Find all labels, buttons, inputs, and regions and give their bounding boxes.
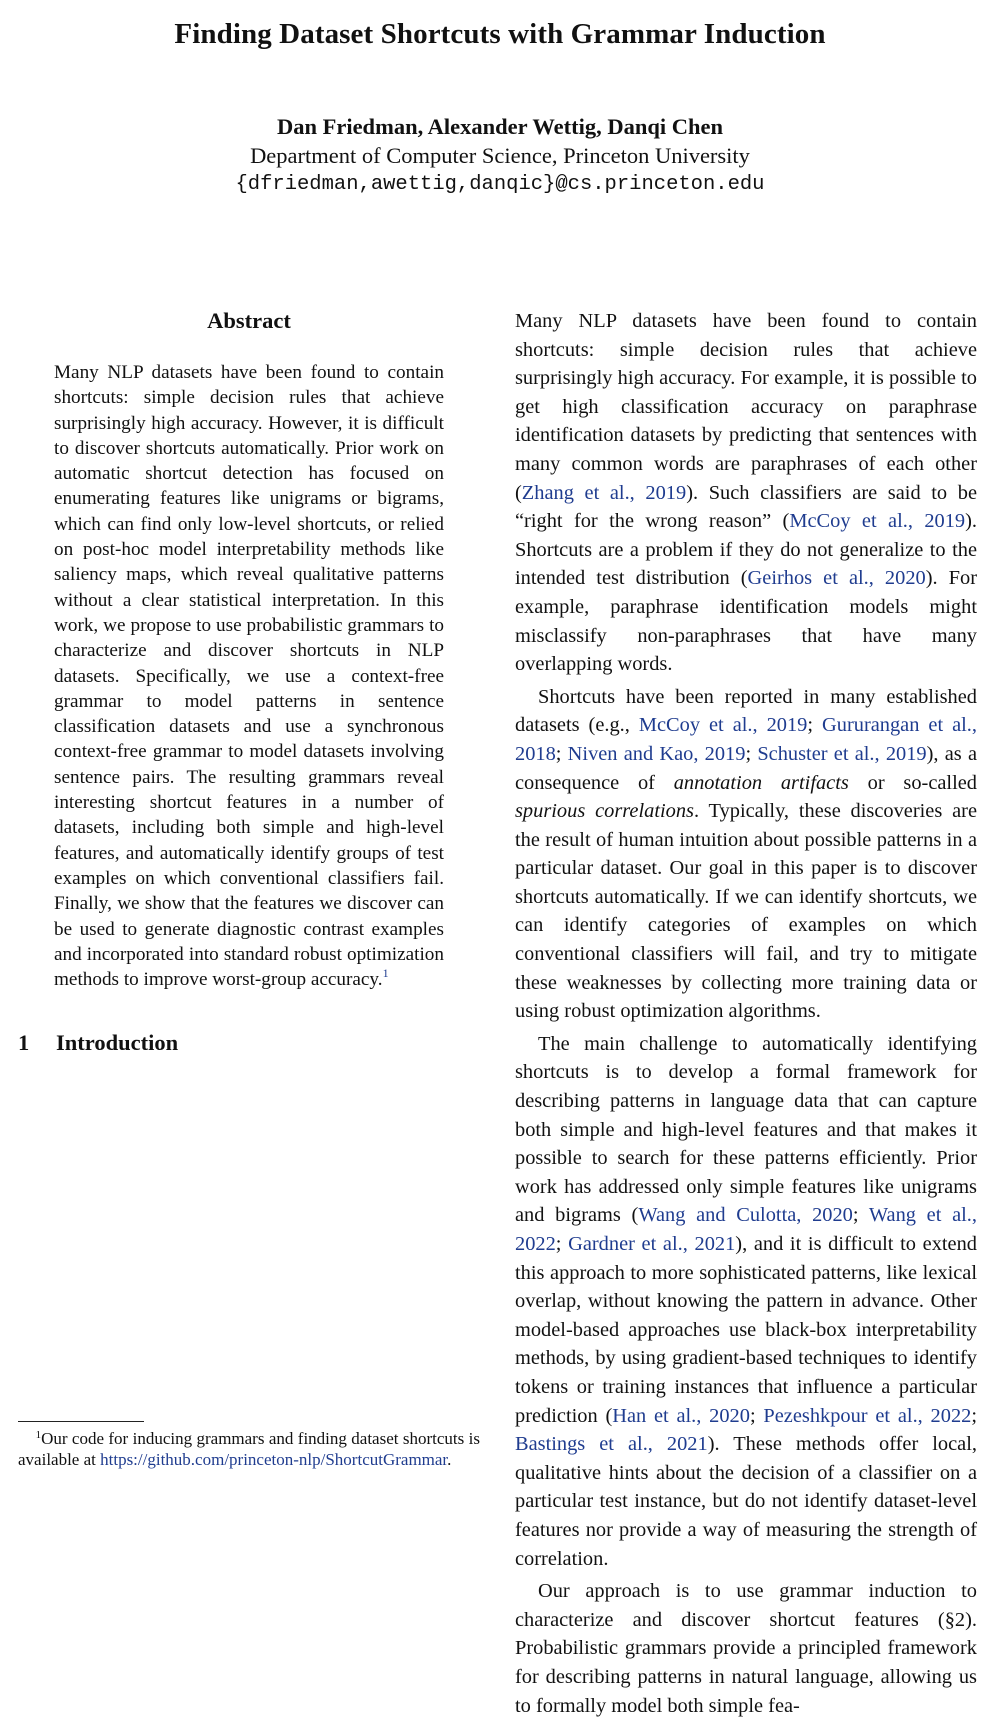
citation-link[interactable]: Gardner et al., 2021 <box>568 1233 736 1255</box>
footnote-mark: 1 <box>35 1429 42 1441</box>
text-run: . Typically, these discoveries are the result of human intuition about possible patterns in a particular dataset. Our goal in this paper is to discover shortcuts automatically. If we can identify shortcuts, we can identify categories of examples on which conventional classifiers will fail, and try to mitigate these weaknesses by collecting more training data or using robust optimization algorithms. <box>515 800 977 1023</box>
citation-link[interactable]: Han et al., 2020 <box>612 1404 750 1427</box>
paper-title: Finding Dataset Shortcuts with Grammar Induction <box>174 18 826 50</box>
abstract-body <box>54 360 444 992</box>
intro-paragraph-3 <box>515 1030 977 1573</box>
citation-link[interactable]: Niven and Kao, 2019 <box>567 742 746 765</box>
footnote-text: Our code for inducing grammars and finding dataset shortcuts is available at <box>18 1429 480 1469</box>
left-column <box>18 308 480 1074</box>
code-repository-link[interactable]: https://github.com/princeton-nlp/ShortcutGrammar <box>100 1450 448 1469</box>
section-heading-introduction <box>18 1030 480 1056</box>
footnote-divider <box>18 1421 144 1422</box>
emphasis: spurious correlations <box>515 800 694 823</box>
intro-paragraph-4 <box>515 1577 977 1720</box>
citation-link[interactable]: Wang and Culotta, 2020 <box>638 1204 853 1227</box>
text-run-continued: ). For example, paraphrase identification models might misclassify non-paraphrases that have many overlapping words. <box>515 567 977 676</box>
text-run: Our approach is to use grammar induction to characterize and discover shortcut features (§2). Probabilistic grammars provide a principled framework for describing patterns in natural language, allowing us to formally model both simple fea- <box>515 1580 977 1717</box>
abstract-footnote-link[interactable]: 1 <box>382 966 389 981</box>
text-run: Shortcuts have been reported in many established datasets (e.g., <box>515 685 977 737</box>
citation-link[interactable]: Pezeshkpour et al., 2022 <box>763 1404 972 1427</box>
text-run: ; <box>852 1204 869 1227</box>
footnote <box>18 1428 480 1470</box>
intro-paragraph-1-continued <box>515 307 977 679</box>
text-run: ). These methods offer local, qualitative hints about the decision of a classifier on a particular test instance, but do not identify dataset-level features nor provide a way of measuring the strength of correlation. <box>515 1433 977 1570</box>
section-title: Introduction <box>56 1030 179 1056</box>
text-run: or so-called <box>848 771 977 794</box>
emphasis: annotation artifacts <box>673 771 849 794</box>
citation-link[interactable]: Gururangan et al., 2018 <box>515 714 978 765</box>
author-list: Dan Friedman, Alexander Wettig, Danqi Chen <box>276 114 724 139</box>
citation-link[interactable]: McCoy et al., 2019 <box>638 714 808 737</box>
text-run: ; <box>555 742 568 765</box>
text-run-continued: ). Shortcuts are a problem if they do not generalize to the intended test distribution ( <box>515 510 977 590</box>
text-run: ; <box>807 714 823 737</box>
text-run: ; <box>971 1404 978 1427</box>
text-run-continued: ). Such classifiers are said to be “right for the wrong reason” ( <box>515 481 977 533</box>
citation-link-continued[interactable]: Zhang et al., 2019 <box>521 481 687 504</box>
right-column <box>515 308 977 1720</box>
citation-link[interactable]: Bastings et al., 2021 <box>515 1433 708 1456</box>
text-run: The main challenge to automatically identifying shortcuts is to develop a formal framework for describing patterns in language data that can capture both simple and high-level features and that makes it possible to search for these patterns efficiently. Prior work has addressed only simple features like unigrams and bigrams ( <box>515 1032 977 1227</box>
text-run: ; <box>555 1233 569 1255</box>
abstract-heading: Abstract <box>207 308 291 333</box>
author-emails: {dfriedman,awettig,danqic}@cs.princeton.edu <box>235 173 765 196</box>
text-run: ; <box>745 742 758 765</box>
citation-link[interactable]: Schuster et al., 2019 <box>757 742 927 765</box>
intro-paragraph-2 <box>515 683 977 1026</box>
text-run-continued: Many NLP datasets have been found to contain shortcuts: simple decision rules that achieve surprisingly high accuracy. For example, it is possible to get high classification accuracy on paraphrase identification datasets by predicting that sentences with many common words are paraphrases of each other ( <box>515 310 977 504</box>
footnote-end: . <box>447 1450 452 1469</box>
abstract-text: Many NLP datasets have been found to contain shortcuts: simple decision rules that achieve surprisingly high accuracy. However, it is difficult to discover shortcuts automatically. Prior work on automatic shortcut detection has focused on enumerating features like unigrams or bigrams, which can find only low-level shortcuts, or relied on post-hoc model interpretability methods like saliency maps, which reveal qualitative patterns without a clear statistical interpretation. In this work, we propose to use probabilistic grammars to characterize and discover shortcuts in NLP datasets. Specifically, we use a context-free grammar to model patterns in sentence classification datasets and use a synchronous context-free grammar to model datasets involving sentence pairs. The resulting grammars reveal interesting shortcut features in a number of datasets, including both simple and high-level features, and automatically identify groups of test examples on which conventional classifiers fail. Finally, we show that the features we discover can be used to generate diagnostic contrast examples and incorporated into standard robust optimization methods to improve worst-group accuracy. <box>54 362 444 991</box>
text-run: ), as a consequence of <box>515 742 978 794</box>
text-run: ), and it is difficult to extend this approach to more sophisticated patterns, like lexical overlap, without knowing the pattern in advance. Other model-based approaches use black-box interpretability methods, by using gradient-based techniques to identify tokens or training instances that influence a particular prediction ( <box>515 1233 977 1427</box>
affiliation: Department of Computer Science, Princeton University <box>250 143 750 168</box>
section-number: 1 <box>18 1030 30 1056</box>
text-run: ; <box>749 1404 764 1427</box>
citation-link[interactable]: Wang et al., 2022 <box>515 1204 978 1255</box>
citation-link-continued[interactable]: McCoy et al., 2019 <box>789 510 966 533</box>
citation-link-continued[interactable]: Geirhos et al., 2020 <box>747 567 926 590</box>
